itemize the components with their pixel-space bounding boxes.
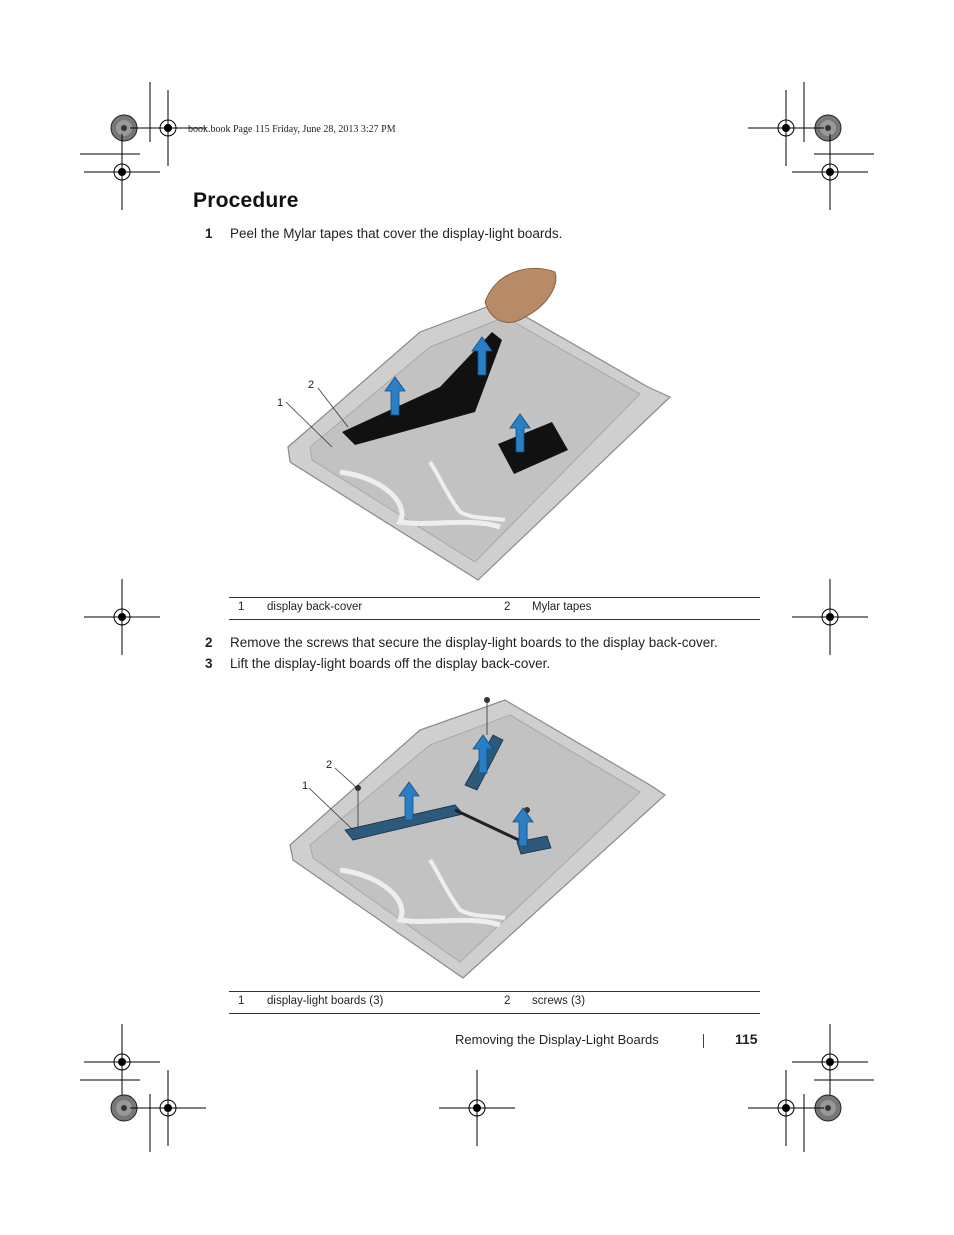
footer-section-title: Removing the Display-Light Boards bbox=[455, 1032, 659, 1047]
step-text: Peel the Mylar tapes that cover the display-light boards. bbox=[230, 226, 563, 241]
figure-peel-mylar-tapes bbox=[270, 262, 690, 587]
callout-1: 1 bbox=[302, 780, 309, 792]
callout-2: 2 bbox=[326, 759, 333, 771]
legend-label: Mylar tapes bbox=[532, 601, 592, 613]
step-3 bbox=[205, 656, 765, 674]
legend-num: 1 bbox=[238, 601, 245, 613]
page-title: Procedure bbox=[193, 189, 299, 212]
step-number: 2 bbox=[205, 635, 213, 650]
step-2 bbox=[205, 635, 765, 653]
print-header: book.book Page 115 Friday, June 28, 2013 3:27 PM bbox=[188, 124, 396, 135]
legend-num: 2 bbox=[504, 995, 511, 1007]
figure1-legend bbox=[229, 597, 760, 620]
legend-label: display-light boards (3) bbox=[267, 995, 384, 1007]
callout-2: 2 bbox=[308, 379, 315, 391]
step-number: 1 bbox=[205, 226, 213, 241]
step-1 bbox=[205, 226, 765, 244]
page-number: 115 bbox=[735, 1031, 758, 1047]
legend-label: display back-cover bbox=[267, 601, 363, 613]
figure2-legend bbox=[229, 991, 760, 1014]
figure-lift-display-light-boards bbox=[285, 690, 685, 985]
hand-icon bbox=[485, 268, 556, 322]
step-text: Remove the screws that secure the display-light boards to the display back-cover. bbox=[230, 635, 718, 650]
step-text: Lift the display-light boards off the display back-cover. bbox=[230, 656, 551, 671]
legend-num: 1 bbox=[238, 995, 245, 1007]
legend-num: 2 bbox=[504, 601, 511, 613]
footer-separator bbox=[703, 1034, 704, 1048]
callout-leader-2 bbox=[335, 768, 357, 788]
legend-label: screws (3) bbox=[532, 995, 586, 1007]
callout-1: 1 bbox=[277, 397, 284, 409]
step-number: 3 bbox=[205, 656, 213, 671]
